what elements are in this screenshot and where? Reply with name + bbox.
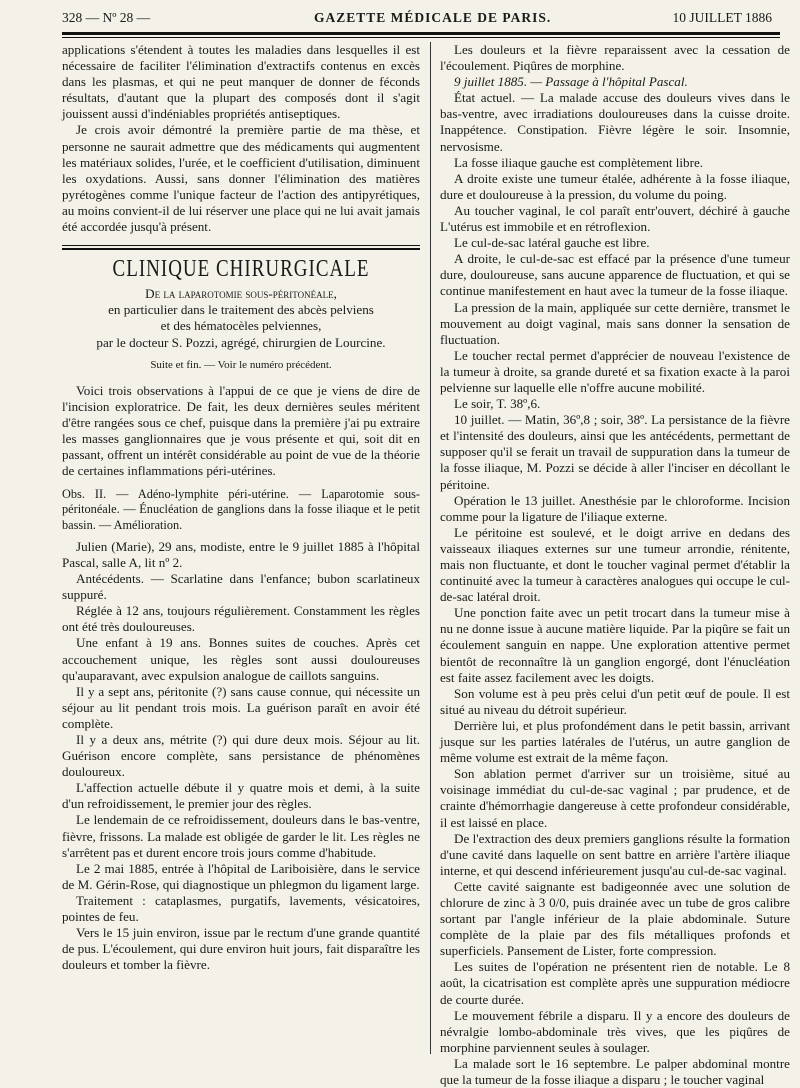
article-subtitle: et des hématocèles pelviennes, — [160, 318, 322, 334]
paragraph: État actuel. — La malade accuse des douleurs vives dans le bas-ventre, avec irradiations douloureuses dans la cuisse droite. Inappétence. Constipation. Fièvre légère le soir. Insomnie, nervosisme. — [440, 90, 790, 154]
paragraph: A droite existe une tumeur étalée, adhérente à la fosse iliaque, dure et douloureuse à la pression, du volume du poing. — [440, 170, 790, 202]
paragraph: Son ablation permet d'arriver sur un troisième, situé au voisinage immédiat du cul-de-sac vaginal ; par prudence, et de crainte d'hémorrhagie dangereuse à cette profondeur considérable, il est laissé en place. — [440, 766, 790, 830]
section-title: CLINIQUE CHIRURGICALE — [112, 256, 370, 283]
paragraph: Le soir, T. 38º,6. — [454, 396, 541, 412]
paragraph: L'affection actuelle débute il y quatre mois et demi, à la suite d'un refroidissement, le premier jour des règles. — [62, 780, 420, 812]
paragraph: Son volume est à peu près celui d'un petit œuf de poule. Il est situé au niveau du détroit supérieur. — [440, 685, 790, 717]
paragraph: Cette cavité saignante est badigeonnée avec une solution de chlorure de zinc à 3 0/0, puis drainée avec un tube de gros calibre sortant par l'angle inférieur de la plaie abdominale. Suture complète de la plaie par des fils métalliques profonds et superficiels. Pansement de Lister, forte compression. — [440, 878, 790, 959]
paragraph: Une enfant à 19 ans. Bonnes suites de couches. Après cet accouchement unique, les règles sont aussi douloureuses qu'auparavant, avec expulsion analogue de caillots sanguins. — [62, 635, 420, 683]
paragraph: Le cul-de-sac latéral gauche est libre. — [454, 235, 650, 251]
paragraph: applications s'étendent à toutes les maladies dans lesquelles il est nécessaire de faciliter l'élimination d'extractifs contenus en excès dans les plasmas, et qui ne peut manquer de donner de féconds résultats, d'autant que la plupart des composés dont il s'agit jouissent aussi d'indéniables propriétés antiseptiques. — [62, 42, 420, 122]
paragraph: Le toucher rectal permet d'apprécier de nouveau l'existence de la tumeur à droite, sa grande dureté et sa fixation exacte à la paroi pelvienne sur laquelle elle n'offre aucune mobilité. — [440, 347, 790, 395]
paragraph: Je crois avoir démontré la première partie de ma thèse, et personne ne saurait admettre que des médicaments qui augmentent les matériaux solides, l'urée, et le coefficient d'utilisation, diminuent les oxydations. Aussi, sans donner l'élimination des matières pyrétogènes comme l'unique facteur de l'action des antipyrétiques, au moins convient-il de lui réserver une place qui ne lui avait jamais été accordée jusqu'à présent. — [62, 122, 420, 235]
section-rule-thick — [62, 248, 420, 250]
paragraph: De l'extraction des deux premiers ganglions résulte la formation d'une cavité dans laquelle on sent battre en arrière l'artère iliaque interne, et qui descend inférieurement jusqu'au cul-de-sac vaginal. — [440, 830, 790, 878]
paragraph: Au toucher vaginal, le col paraît entr'ouvert, déchiré à gauche L'utérus est immobile et en rétroflexion. — [440, 202, 790, 235]
page-header — [62, 8, 780, 30]
observation-heading: Obs. II. — Adéno-lymphite péri-utérine. — Laparotomie sous-péritonéale. — Énucléation de ganglions dans la fosse iliaque et le petit bassin. — Amélioration. — [62, 487, 420, 532]
paragraph: Derrière lui, et plus profondément dans le petit bassin, arrivant jusque sur les parties latérales de l'utérus, un autre ganglion de même volume est extrait de la même façon. — [440, 717, 790, 766]
section-rule — [62, 245, 420, 246]
paragraph: Le 2 mai 1885, entrée à l'hôpital de Lariboisière, dans le service de M. Gérin-Rose, qui diagnostique un phlegmon du ligament large. — [62, 860, 420, 892]
article-author: par le docteur S. Pozzi, agrégé, chirurgien de Lourcine. — [96, 334, 386, 350]
paragraph: La malade sort le 16 septembre. Le palper abdominal montre que la tumeur de la fosse iliaque a disparu ; le toucher vaginal — [440, 1055, 790, 1087]
paragraph: Antécédents. — Scarlatine dans l'enfance; bubon scarlatineux suppuré. — [62, 571, 420, 603]
article-subtitle: De la laparotomie sous-péritonéale, — [145, 286, 337, 302]
column-divider — [430, 42, 431, 1054]
page-number: 328 — Nº 28 — — [62, 10, 151, 25]
paragraph: Vers le 15 juin environ, issue par le rectum d'une grande quantité de pus. L'écoulement, qui dure environ huit jours, fait disparaître les douleurs et tomber la fièvre. — [62, 925, 420, 973]
article-subtitle: en particulier dans le traitement des abcès pelviens — [108, 302, 374, 318]
paragraph: Julien (Marie), 29 ans, modiste, entre le 9 juillet 1885 à l'hôpital Pascal, salle A, lit nº 2. — [62, 538, 420, 570]
paragraph: Traitement : cataplasmes, purgatifs, lavements, vésicatoires, pointes de feu. — [62, 892, 420, 925]
paragraph: Le mouvement fébrile a disparu. Il y a encore des douleurs de névralgie lombo-abdominale très vives, que les piqûres de morphine parviennent seules à soulager. — [440, 1007, 790, 1055]
paragraph: Le péritoine est soulevé, et le doigt arrive en dedans des vaisseaux iliaques externes sur une tumeur arrondie, rénitente, mais non fluctuante, et dont le toucher vaginal permet d'établir la continuité avec la tumeur à caractères analogues qui occupe le cul-de-sac latéral droit. — [440, 524, 790, 605]
continuation-note: Suite et fin. — Voir le numéro précédent. — [150, 358, 332, 371]
issue-date: 10 JUILLET 1886 — [672, 10, 772, 25]
journal-title: GAZETTE MÉDICALE DE PARIS. — [314, 10, 552, 25]
paragraph: Les douleurs et la fièvre reparaissent avec la cessation de l'écoulement. Piqûres de morphine. — [440, 42, 790, 74]
paragraph: La pression de la main, appliquée sur cette dernière, transmet le mouvement au doigt vaginal, mais sans donner la sensation de fluctuation. — [440, 299, 790, 347]
paragraph: Voici trois observations à l'appui de ce que je viens de dire de l'incision exploratrice. De fait, les deux dernières seules méritent d'être rangées sous ce chef, puisque dans la première j'ai pu extraire les masses ganglionnaires que je vous présente et qui, soit dit en passant, offrent un intérêt considérable au point de vue de la théorie de certaines inflammations péri-utérines. — [62, 382, 420, 479]
paragraph: Il y a sept ans, péritonite (?) sans cause connue, qui nécessite un séjour au lit pendant trois mois. La guérison paraît en avoir été complète. — [62, 683, 420, 731]
paragraph: Le lendemain de ce refroidissement, douleurs dans le bas-ventre, fièvre, frissons. La malade est obligée de garder le lit. Les règles ne s'arrêtent pas et durent encore trois jours comme d'habitude. — [62, 812, 420, 860]
paragraph: Réglée à 12 ans, toujours régulièrement. Constamment les règles ont été très douloureuses. — [62, 603, 420, 635]
paragraph: A droite, le cul-de-sac est effacé par la présence d'une tumeur dure, douloureuse, sans aucune apparence de fluctuation, et qui se continue manifestement en haut avec la tumeur de la fosse iliaque. — [440, 251, 790, 299]
left-column — [62, 42, 420, 973]
paragraph: 9 juillet 1885. — Passage à l'hôpital Pascal. — [454, 74, 688, 90]
paragraph: Les suites de l'opération ne présentent rien de notable. Le 8 août, la cicatrisation est complète après une suppuration médiocre de courte durée. — [440, 959, 790, 1007]
paragraph: Une ponction faite avec un petit trocart dans la tumeur mise à nu ne donne issue à aucune matière liquide. Par la piqûre se fait un écoulement sanguin en nappe. Une exploration attentive permet bientôt de reconnaître là un ganglion engorgé, dont l'énucléation est faite assez facilement avec les doigts. — [440, 605, 790, 685]
paragraph: 10 juillet. — Matin, 36º,8 ; soir, 38º. La persistance de la fièvre et l'intensité des douleurs, ainsi que les antécédents, permettant de supposer qu'il se ferait un travail de suppuration dans la tumeur de la fosse iliaque, M. Pozzi se décide à aller l'inciser en décollant le péritoine. — [440, 412, 790, 492]
header-rule-thin — [62, 37, 780, 38]
header-rule — [62, 32, 780, 35]
paragraph: Opération le 13 juillet. Anesthésie par le chloroforme. Incision comme pour la ligature de l'iliaque externe. — [440, 492, 790, 524]
right-column — [440, 42, 790, 1088]
paragraph: La fosse iliaque gauche est complètement libre. — [454, 154, 704, 170]
paragraph: Il y a deux ans, métrite (?) qui dure deux mois. Séjour au lit. Guérison encore complète, sans persistance de phénomènes douloureux. — [62, 731, 420, 780]
